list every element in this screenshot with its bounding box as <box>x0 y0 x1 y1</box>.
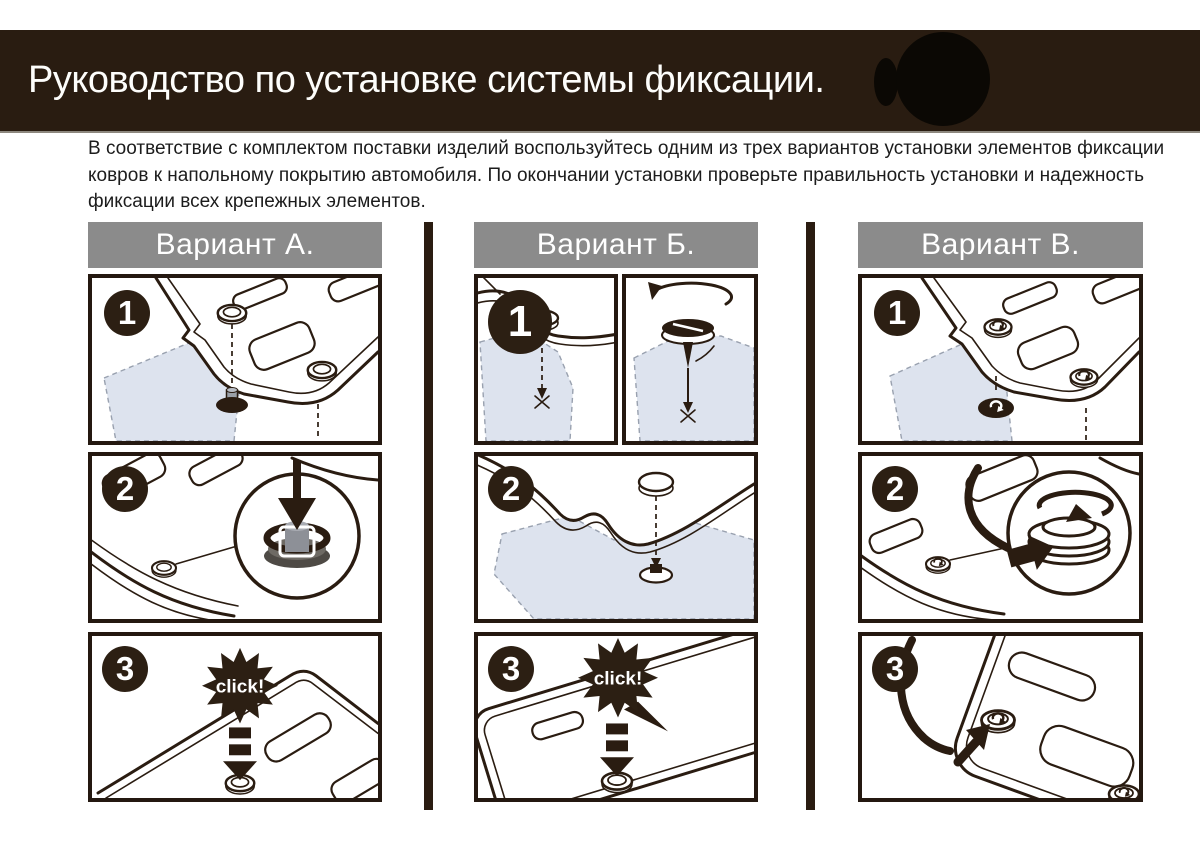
mat-slot <box>530 710 585 741</box>
pointer-line <box>950 546 1014 560</box>
mat-slot <box>1036 721 1138 791</box>
fastener-turn-icon <box>978 398 1014 418</box>
step-number-badge <box>102 466 148 512</box>
mat-slot <box>328 756 378 798</box>
step-number: 3 <box>501 650 521 687</box>
step-number-badge <box>872 646 918 692</box>
click-burst-icon <box>202 648 278 724</box>
grommet-icon <box>308 362 337 381</box>
step-number-badge <box>874 290 920 336</box>
step-number: 1 <box>507 297 533 346</box>
grommet-icon <box>985 319 1012 337</box>
pointer-line <box>176 544 244 564</box>
step-number: 3 <box>885 650 905 687</box>
step-number: 1 <box>887 294 907 331</box>
svg-text:click!: click! <box>593 668 643 690</box>
page-title: Руководство по установке системы фиксации. <box>28 59 825 101</box>
step-number: 2 <box>885 470 905 507</box>
intro-line: ковров к напольному покрытию автомобиля. По окончании установки проверьте правильность установки и надежность <box>88 164 1144 186</box>
step-number-badge <box>488 646 534 692</box>
step-number: 2 <box>501 470 521 507</box>
variant-v-step-3-panel <box>858 632 1143 802</box>
mat-slot <box>187 456 246 488</box>
step-number-badge <box>102 646 148 692</box>
click-burst-icon <box>578 638 668 731</box>
step-number: 3 <box>115 650 135 687</box>
intro-line: В соответствие с комплектом поставки изделий воспользуйтесь одним из трех вариантов установки элементов фиксации <box>88 138 1165 159</box>
step-number: 1 <box>117 294 137 331</box>
hook-arrow-icon <box>958 724 990 762</box>
variant-b-step-2-panel <box>474 452 758 623</box>
grommet-icon <box>152 561 176 577</box>
variant-a-header: Вариант А. <box>88 222 382 268</box>
decorative-circle <box>896 32 990 126</box>
pull-cord-line <box>968 468 1008 548</box>
variant-a-step-2-panel <box>88 452 382 623</box>
svg-text:click!: click! <box>215 676 265 698</box>
step-number-badge <box>488 466 534 512</box>
variant-v-step-1-panel <box>858 274 1143 445</box>
variant-a-step-3-panel <box>88 632 382 802</box>
decorative-dot <box>874 58 898 106</box>
grommet-icon <box>926 557 950 573</box>
carpet-shape <box>634 336 754 441</box>
mat-slot <box>1005 649 1098 704</box>
step-number-badge <box>872 466 918 512</box>
grommet-icon <box>218 305 247 324</box>
variant-v-step-2-panel <box>858 452 1143 623</box>
illustration-b1-right <box>626 278 754 441</box>
variant-b-header: Вариант Б. <box>474 222 758 268</box>
variant-a-step-1-panel <box>88 274 382 445</box>
variant-b-step-1-right-panel <box>622 274 758 445</box>
header-bar <box>0 30 1200 133</box>
rotate-arrow-icon <box>648 282 732 304</box>
mat-slot <box>867 517 925 556</box>
intro-line: фиксации всех крепежных элементов. <box>88 191 426 212</box>
press-arrow-icon <box>600 723 634 776</box>
mat-slot <box>261 710 334 766</box>
column-divider <box>806 222 815 810</box>
step-number-badge <box>104 290 150 336</box>
step-number-badge <box>488 290 552 354</box>
press-arrow-icon <box>223 727 257 780</box>
column-divider <box>424 222 433 810</box>
grommet-icon <box>1071 369 1098 387</box>
variant-v-header: Вариант В. <box>858 222 1143 268</box>
step-number: 2 <box>115 470 135 507</box>
variant-b-step-3-panel <box>474 632 758 802</box>
intro-paragraph <box>88 136 1164 216</box>
variant-b-step-1-left-panel <box>474 274 618 445</box>
